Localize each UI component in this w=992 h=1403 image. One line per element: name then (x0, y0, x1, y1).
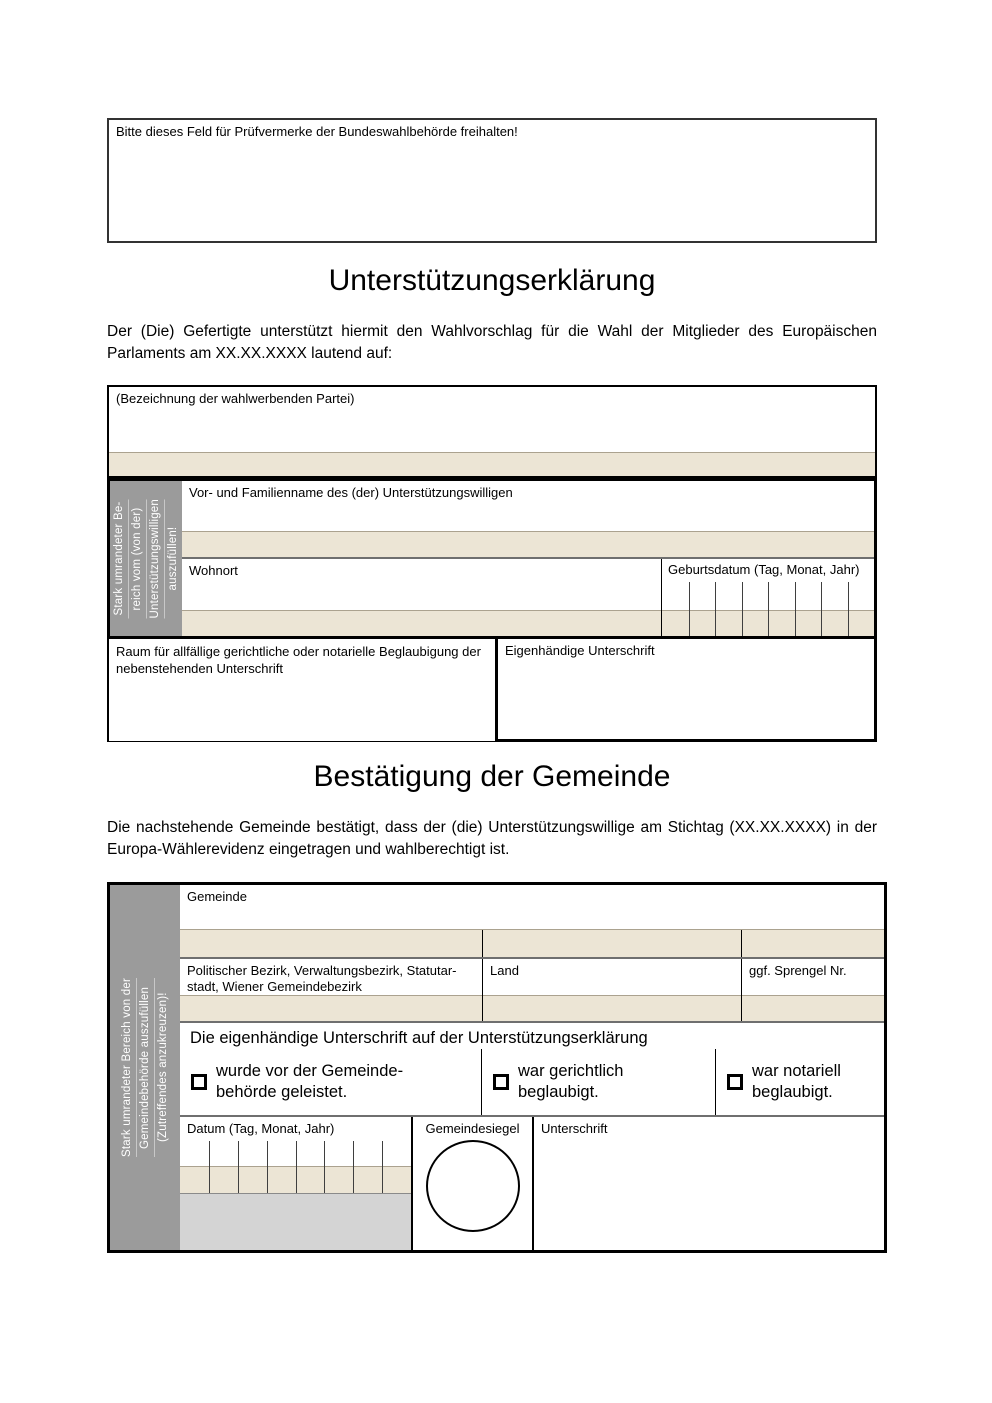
declaration-intro: Der (Die) Gefertigte unterstützt hiermit den Wahlvorschlag für die Wahl der Mitglieder des Europäischen Parlaments am XX.XX.XXXX lautend auf: (107, 323, 877, 362)
notarization-area[interactable] (107, 639, 495, 742)
notary-certified-label: war notariell beglaubigt. (752, 1062, 841, 1101)
option-signed-before-authority (180, 1049, 481, 1115)
name-label: Vor- und Familienname des (der) Unterstützungswilligen (189, 485, 513, 500)
confirmation-title: Bestätigung der Gemeinde (313, 760, 671, 793)
court-certified-label: war gerichtlich beglaubigt. (518, 1062, 624, 1101)
declaration-title: Unterstützungserklärung (328, 264, 656, 297)
birthdate-field[interactable] (662, 578, 874, 636)
birthdate-cell (661, 559, 874, 636)
date-cell (180, 1117, 411, 1250)
municipality-sidebar (110, 885, 180, 1250)
party-box (107, 385, 877, 478)
supporter-section (107, 478, 877, 639)
district-label: Politischer Bezirk, Verwaltungsbezirk, Statutar-stadt, Wiener Gemeindebezirk (187, 963, 457, 994)
date-gray-block (180, 1193, 411, 1250)
notarization-signature-row (107, 639, 877, 742)
seal-circle[interactable] (426, 1140, 520, 1232)
signature-confirmation-heading: Die eigenhändige Unterschrift auf der Unterstützungserklärung (190, 1029, 648, 1047)
party-name-field[interactable] (109, 452, 875, 476)
precinct-label: ggf. Sprengel Nr. (749, 963, 847, 978)
seal-cell (411, 1117, 532, 1250)
checkbox-options (180, 1049, 884, 1115)
notary-certified-checkbox[interactable] (727, 1074, 743, 1090)
municipality-section (107, 882, 887, 1253)
option-notary-certified (715, 1049, 884, 1115)
name-entry-area[interactable] (182, 501, 874, 531)
residence-field[interactable] (182, 610, 661, 636)
municipality-row (180, 885, 884, 957)
confirmation-intro: Die nachstehende Gemeinde bestätigt, dass der (die) Unterstützungswillige am Stichtag (XX.XX.XXXX) in der Europa-Wählerevidenz eingetragen und wahlberechtigt ist. (107, 819, 877, 858)
signature-confirmation-row (180, 1023, 884, 1115)
residence-birthdate-row (182, 559, 874, 636)
precinct-cell (741, 959, 884, 1021)
date-seal-signature-row (180, 1117, 884, 1250)
state-field[interactable] (483, 995, 741, 1021)
signed-before-authority-label: wurde vor der Gemeinde-behörde geleistet. (216, 1062, 404, 1101)
party-name-area[interactable] (109, 407, 875, 452)
review-area[interactable] (107, 118, 877, 243)
municipality-sidebar-label: Stark umrandeter Bereich von der Gemeindebehörde auszufüllen (Zutreffendes anzukreuzen)! (119, 978, 172, 1157)
name-row (182, 481, 874, 557)
name-field[interactable] (182, 531, 874, 557)
municipality-field[interactable] (180, 929, 884, 957)
notarization-label: Raum für allfällige gerichtliche oder notarielle Beglaubigung der nebenstehenden Unterschrift (116, 644, 481, 676)
date-label: Datum (Tag, Monat, Jahr) (187, 1121, 335, 1136)
district-field[interactable] (180, 995, 482, 1021)
signed-before-authority-checkbox[interactable] (191, 1074, 207, 1090)
residence-label: Wohnort (189, 563, 238, 578)
option-court-certified (481, 1049, 715, 1115)
state-cell (482, 959, 741, 1021)
precinct-field[interactable] (742, 995, 884, 1021)
supporter-signature-label: Eigenhändige Unterschrift (505, 643, 655, 658)
municipal-signature-label: Unterschrift (541, 1121, 608, 1136)
birthdate-label: Geburtsdatum (Tag, Monat, Jahr) (668, 562, 860, 577)
municipality-entry-area[interactable] (180, 905, 884, 929)
supporter-sidebar-label: Stark umrandeter Be- reich vom (von der) Unterstützungswilligen auszufüllen! (111, 499, 182, 618)
party-box-label: (Bezeichnung der wahlwerbenden Partei) (116, 391, 355, 406)
date-field[interactable] (180, 1137, 411, 1193)
court-certified-checkbox[interactable] (493, 1074, 509, 1090)
review-area-label: Bitte dieses Feld für Prüfvermerke der Bundeswahlbehörde freihalten! (116, 124, 518, 139)
supporter-sidebar (110, 481, 182, 636)
supporter-signature-field[interactable] (495, 639, 877, 742)
residence-cell (182, 559, 661, 636)
seal-label: Gemeindesiegel (425, 1121, 520, 1136)
supporter-fields (182, 481, 874, 636)
municipal-signature-field[interactable] (532, 1117, 884, 1250)
district-row (180, 959, 884, 1021)
municipality-label: Gemeinde (187, 889, 247, 904)
district-cell (180, 959, 482, 1021)
residence-entry-area[interactable] (182, 579, 661, 610)
state-label: Land (490, 963, 519, 978)
municipality-fields (180, 885, 884, 1250)
